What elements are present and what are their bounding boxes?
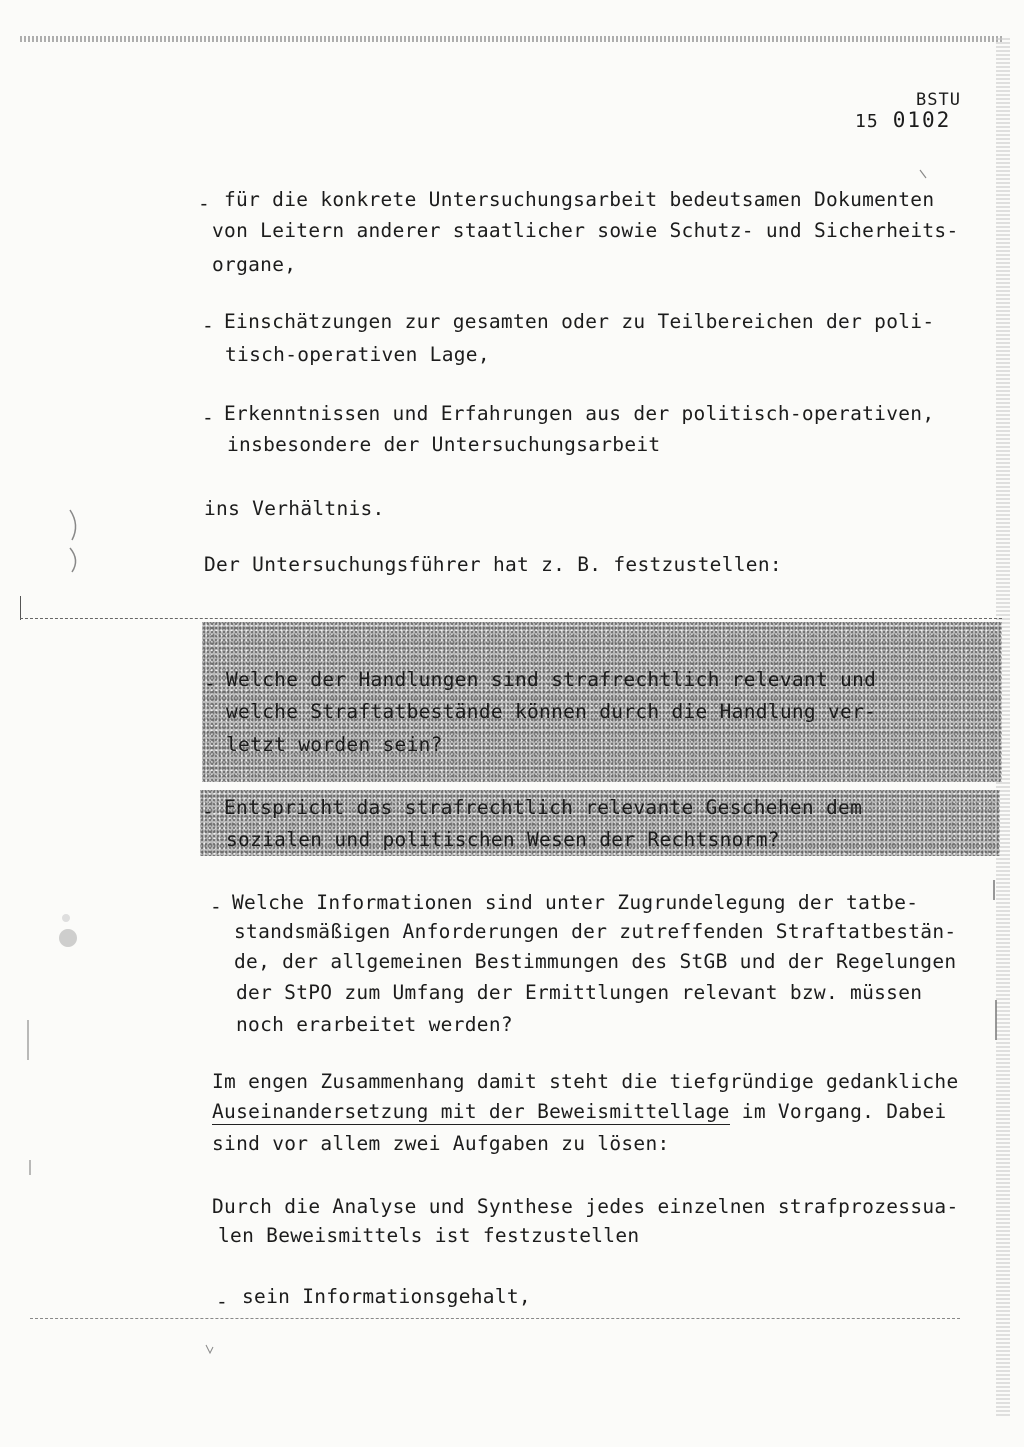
margin-blot-small	[62, 914, 70, 922]
block1-line3: organe,	[212, 253, 297, 276]
block1-line2: von Leitern anderer staatlicher sowie Schutz- und Sicherheits-	[212, 219, 959, 242]
paragraph2-line2: len Beweismittels ist festzustellen	[218, 1224, 640, 1247]
margin-paren-mark-2	[70, 548, 76, 572]
block2-line2: tisch-operativen Lage,	[225, 343, 490, 366]
closing-line: ins Verhältnis.	[204, 497, 385, 520]
archive-prefix: 15	[855, 111, 879, 132]
corner-scribble	[920, 170, 926, 178]
block3-line1: Erkenntnissen und Erfahrungen aus der politisch-operativen,	[224, 402, 935, 425]
bottom-scribble	[206, 1345, 213, 1353]
paragraph1-line1: Im engen Zusammenhang damit steht die tiefgründige gedankliche	[212, 1070, 959, 1093]
block1-line1: für die konkrete Untersuchungsarbeit bedeutsamen Dokumenten	[224, 188, 935, 211]
paragraph1-line3: sind vor allem zwei Aufgaben zu lösen:	[212, 1132, 670, 1155]
question3-line4: der StPO zum Umfang der Ermittlungen relevant bzw. müssen	[236, 981, 923, 1004]
block1-dash: -	[198, 192, 210, 215]
question1-line3: letzt worden sein?	[226, 733, 443, 756]
block2-line1: Einschätzungen zur gesamten oder zu Teilbereichen der poli-	[224, 310, 935, 333]
question3-line5: noch erarbeitet werden?	[236, 1013, 513, 1036]
question3-line3: de, der allgemeinen Bestimmungen des StGB und der Regelungen	[234, 950, 957, 973]
question3-line2: standsmäßigen Anforderungen der zutreffenden Straftatbestän-	[234, 920, 957, 943]
paragraph2-line1: Durch die Analyse und Synthese jedes einzelnen strafprozessua-	[212, 1195, 959, 1218]
block3-line2: insbesondere der Untersuchungsarbeit	[227, 433, 661, 456]
question1-dash: -	[204, 672, 216, 695]
question3-dash: -	[210, 895, 222, 918]
margin-paren-mark-1	[70, 510, 76, 540]
question3-line1: Welche Informationen sind unter Zugrundelegung der tatbe-	[232, 891, 919, 914]
margin-blot	[59, 929, 77, 947]
question2-line2: sozialen und politischen Wesen der Rechtsnorm?	[226, 828, 780, 851]
question1-line1: Welche der Handlungen sind strafrechtlich relevant und	[226, 668, 877, 691]
paragraph1-underlined-phrase: Auseinandersetzung mit der Beweismittellage	[212, 1100, 730, 1123]
archive-page-number: 0102	[892, 108, 952, 132]
item-last-text: sein Informationsgehalt,	[242, 1285, 531, 1308]
block2-dash: -	[202, 314, 214, 337]
block3-dash: -	[202, 406, 214, 429]
question1-line2: welche Straftatbestände können durch die Handlung ver-	[226, 700, 877, 723]
question2-line1: Entspricht das strafrechtlich relevante Geschehen dem	[224, 796, 863, 819]
item-last-dash: -	[216, 1290, 228, 1313]
question2-dash: -	[202, 800, 214, 823]
archive-label: BSTU	[916, 90, 961, 110]
intro-line: Der Untersuchungsführer hat z. B. festzustellen:	[204, 553, 782, 576]
paragraph1-line2-rest: im Vorgang. Dabei	[729, 1100, 947, 1123]
